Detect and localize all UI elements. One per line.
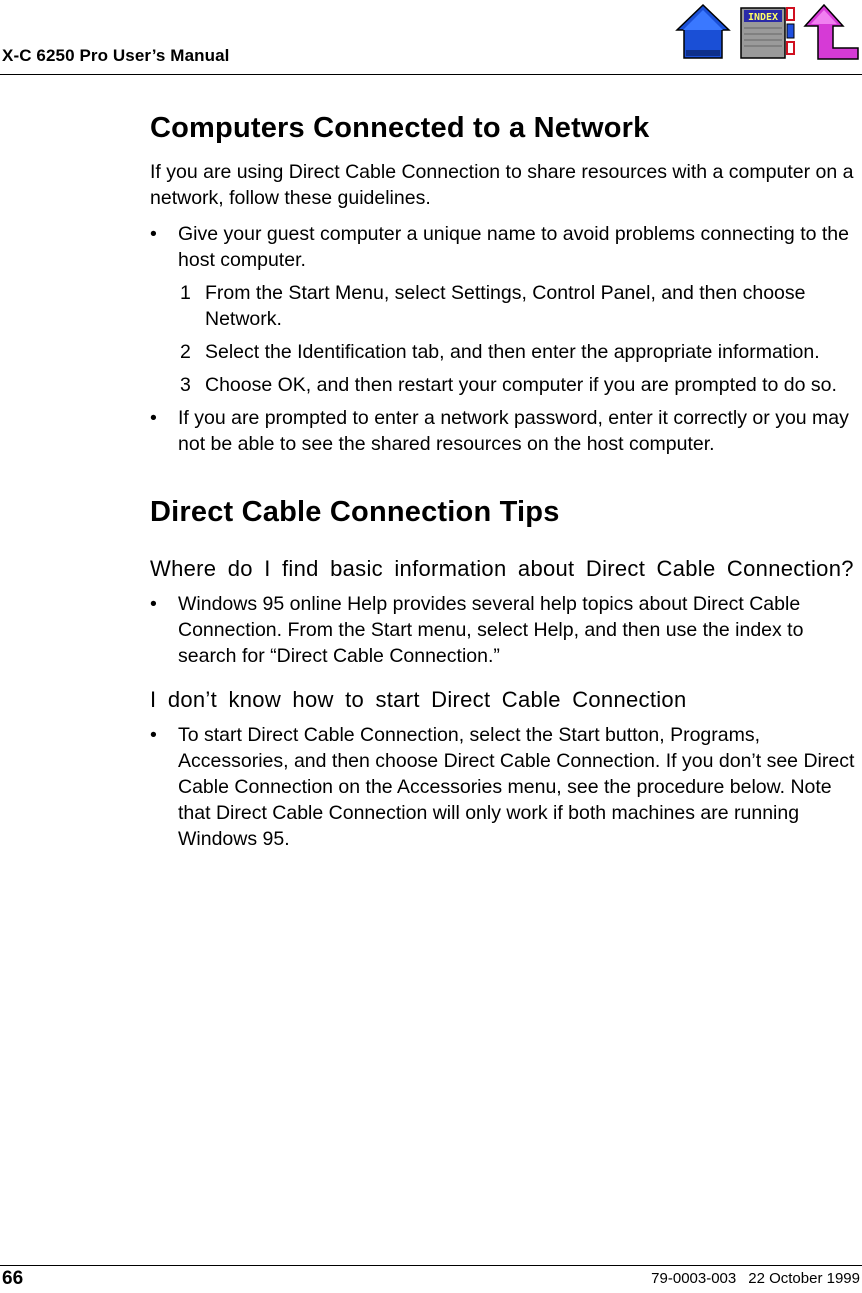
section-title-network: Computers Connected to a Network <box>150 112 650 144</box>
footer-divider <box>0 1265 862 1266</box>
list-item <box>150 722 862 852</box>
bullet-text: To start Direct Cable Connection, select the Start button, Programs, Accessories, and then choose Direct Cable Connection. If you don’t see Direct Cable Connection on the Accessories menu, see the procedure below. Note that Direct Cable Connection will only work if both machines are running Windows 95. <box>178 724 855 850</box>
bullet-text: If you are prompted to enter a network password, enter it correctly or you may not be able to see the shared resources on the host computer. <box>178 407 849 455</box>
step-item <box>150 372 862 398</box>
bullet-marker: • <box>150 407 157 429</box>
document-id <box>651 1270 860 1287</box>
page-number: 66 <box>2 1268 24 1289</box>
step-item <box>150 339 862 365</box>
bullet-marker: • <box>150 223 157 245</box>
step-text: Choose OK, and then restart your computer if you are prompted to do so. <box>205 374 837 396</box>
bullet-marker: • <box>150 593 157 615</box>
nav-icons <box>674 2 860 64</box>
up-arrow-icon[interactable] <box>802 2 860 62</box>
step-number: 1 <box>180 282 191 304</box>
list-item <box>150 405 862 457</box>
step-number: 3 <box>180 374 191 396</box>
document-number: 79-0003-003 <box>651 1270 737 1287</box>
home-icon[interactable] <box>674 2 732 62</box>
bullet-marker: • <box>150 724 157 746</box>
step-number: 2 <box>180 341 191 363</box>
bullet-text: Windows 95 online Help provides several help topics about Direct Cable Connection. From the Start menu, select Help, and then use the index to search for “Direct Cable Connection.” <box>178 593 804 667</box>
index-label: INDEX <box>747 12 779 23</box>
manual-title: X-C 6250 Pro User’s Manual <box>2 46 230 65</box>
list-item <box>150 591 862 669</box>
page-content <box>150 108 862 852</box>
step-text: Select the Identification tab, and then enter the appropriate information. <box>205 341 820 363</box>
network-intro: If you are using Direct Cable Connection to share resources with a computer on a network, follow these guidelines. <box>150 161 854 209</box>
step-text: From the Start Menu, select Settings, Control Panel, and then choose Network. <box>205 282 806 330</box>
faq-question: Where do I find basic information about Direct Cable Connection? <box>150 556 854 581</box>
section-title-tips: Direct Cable Connection Tips <box>150 496 560 528</box>
bullet-text: Give your guest computer a unique name to avoid problems connecting to the host computer. <box>178 223 849 271</box>
index-icon[interactable] <box>738 2 796 62</box>
step-item <box>150 280 862 332</box>
faq-question: I don’t know how to start Direct Cable Connection <box>150 687 687 712</box>
document-date: 22 October 1999 <box>748 1270 860 1287</box>
list-item <box>150 221 862 273</box>
page-header <box>0 0 862 75</box>
